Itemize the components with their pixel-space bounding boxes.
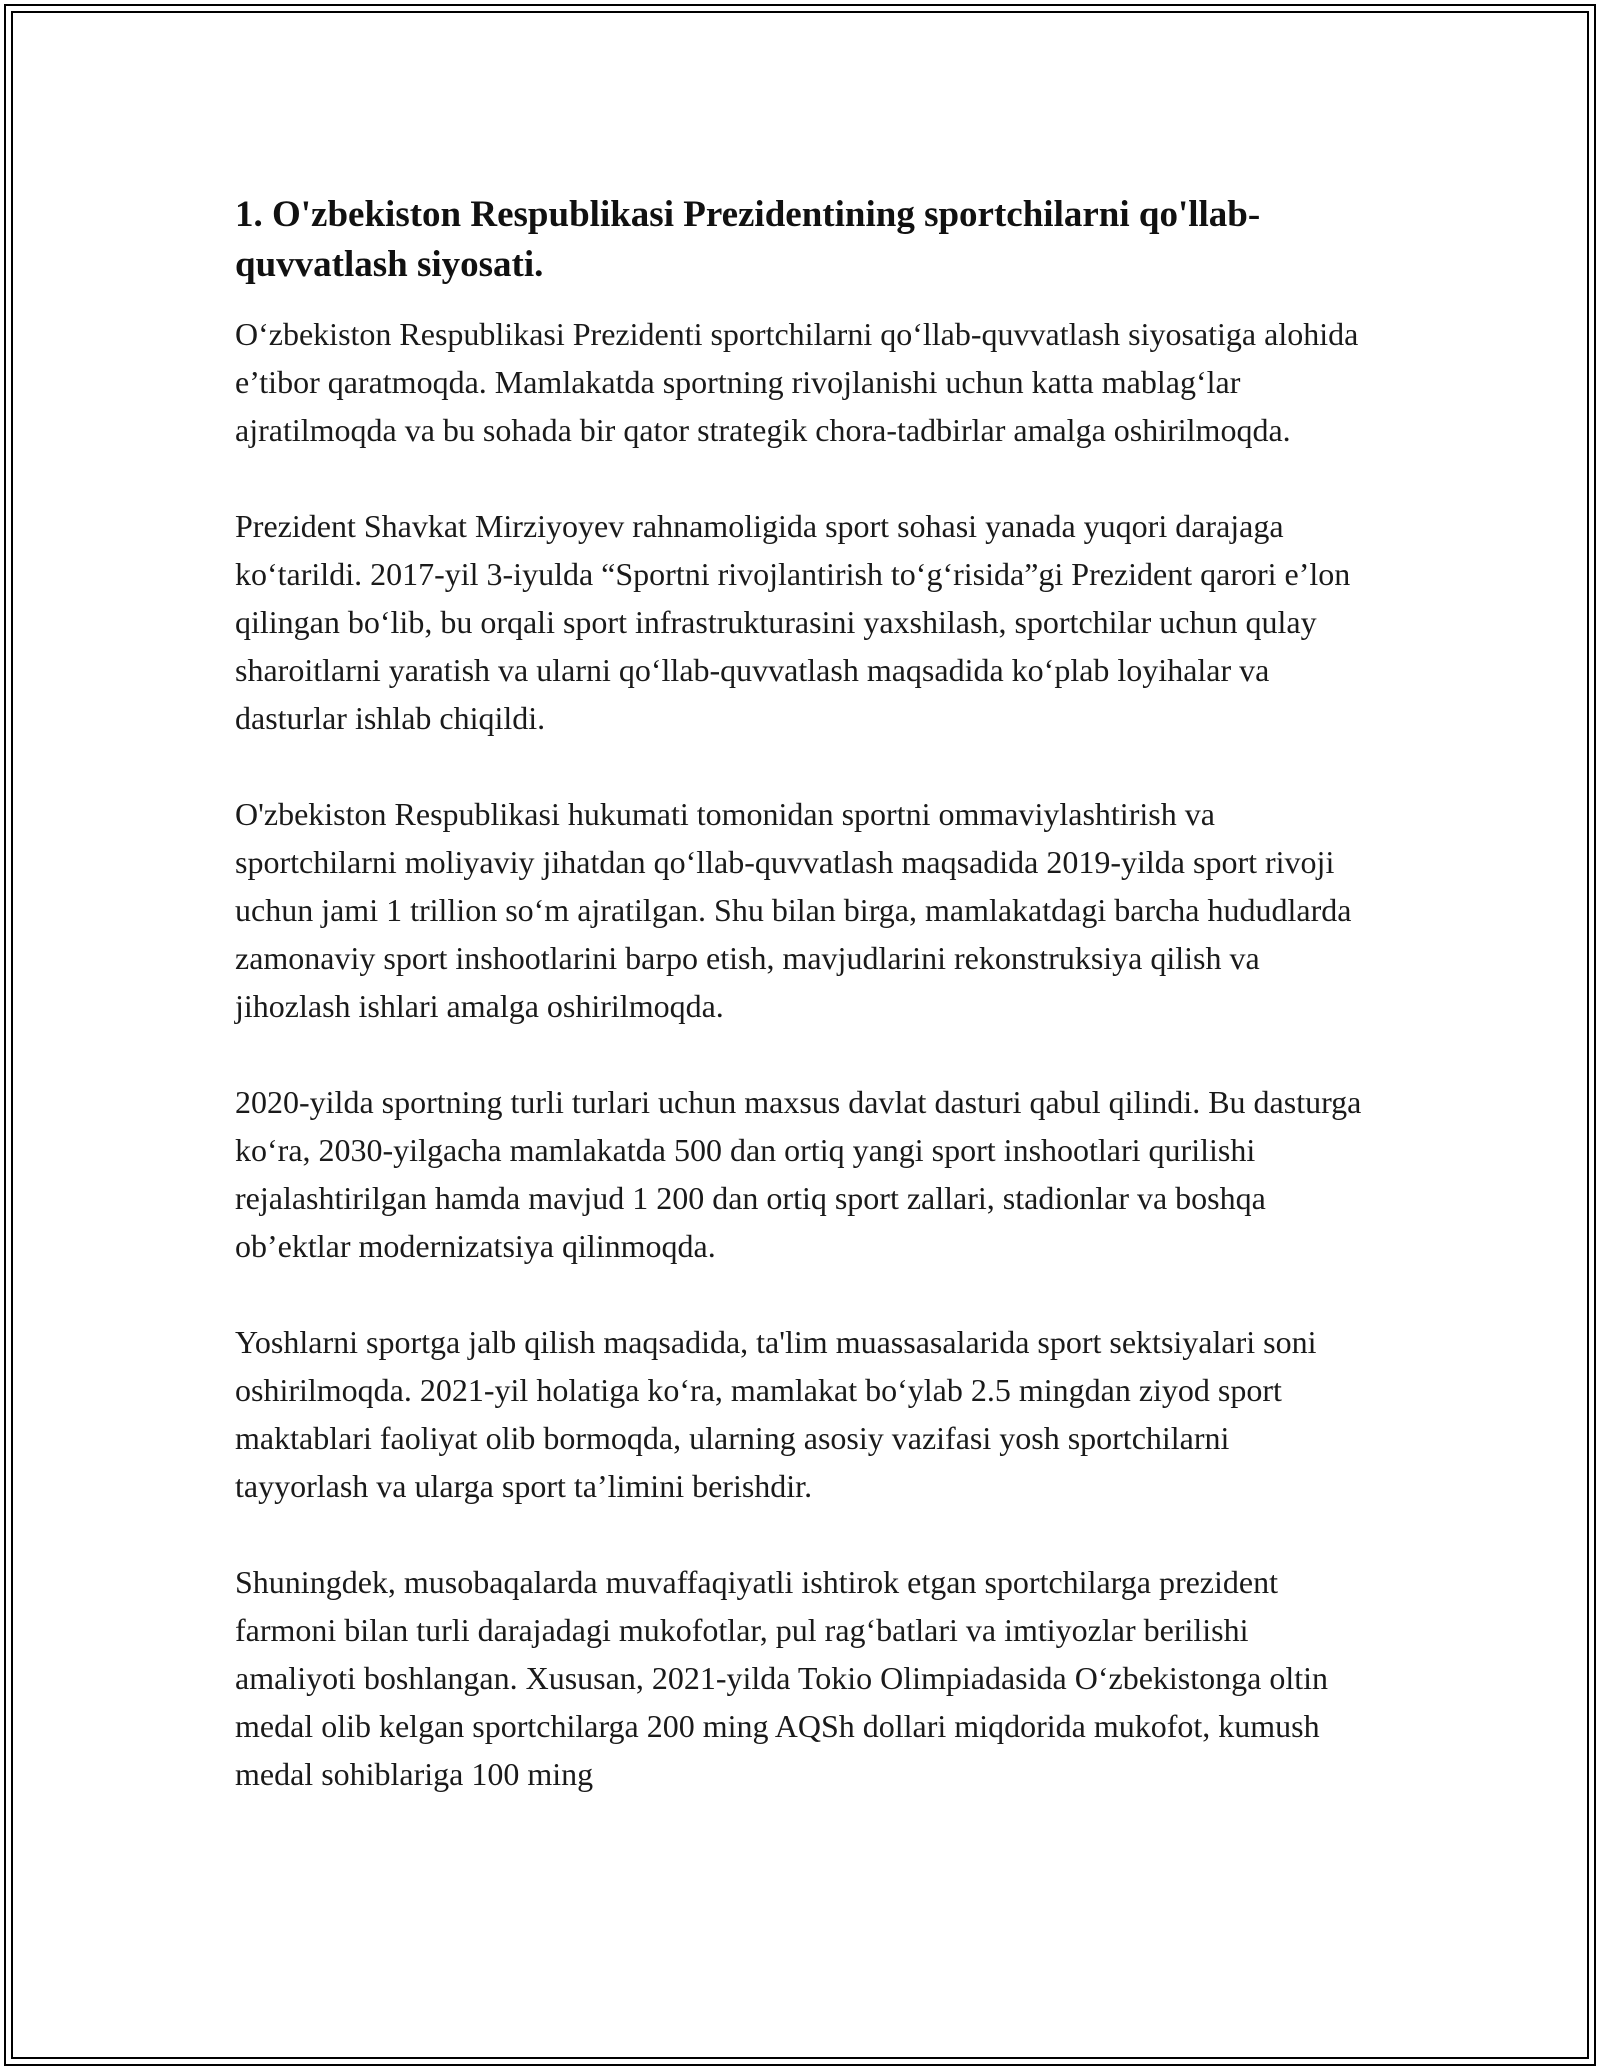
document-body: [235, 190, 1370, 1846]
paragraph-6: Shuningdek, musobaqalarda muvaffaqiyatli ishtirok etgan sportchilarga prezident farmoni bilan turli darajadagi mukofotlar, pul rag‘batlari va imtiyozlar berilishi amaliyoti boshlangan. Xususan, 2021-yilda Tokio Olimpiadasida O‘zbekistonga oltin medal olib kelgan sportchilarga 200 ming AQSh dollari miqdorida mukofot, kumush medal sohiblariga 100 ming: [235, 1564, 1328, 1792]
paragraph-2: Prezident Shavkat Mirziyoyev rahnamoligida sport sohasi yanada yuqori darajaga ko‘tarildi. 2017-yil 3-iyulda “Sportni rivojlantirish to‘g‘risida”gi Prezident qarori e’lon qilingan bo‘lib, bu orqali sport infrastrukturasini yaxshilash, sportchilar uchun qulay sharoitlarni yaratish va ularni qo‘llab-quvvatlash maqsadida ko‘plab loyihalar va dasturlar ishlab chiqildi.: [235, 508, 1351, 736]
paragraph-3: O'zbekiston Respublikasi hukumati tomonidan sportni ommaviylashtirish va sportchilarni moliyaviy jihatdan qo‘llab-quvvatlash maqsadida 2019-yilda sport rivoji uchun jami 1 trillion so‘m ajratilgan. Shu bilan birga, mamlakatdagi barcha hududlarda zamonaviy sport inshootlarini barpo etish, mavjudlarini rekonstruksiya qilish va jihozlash ishlari amalga oshirilmoqda.: [235, 796, 1352, 1024]
document-title: 1. O'zbekiston Respublikasi Prezidentining sportchilarni qo'llab-quvvatlash siyosati.: [235, 194, 1261, 285]
paragraph-5: Yoshlarni sportga jalb qilish maqsadida, ta'lim muassasalarida sport sektsiyalari soni oshirilmoqda. 2021-yil holatiga ko‘ra, mamlakat bo‘ylab 2.5 mingdan ziyod sport maktablari faoliyat olib bormoqda, ularning asosiy vazifasi yosh sportchilarni tayyorlash va ularga sport ta’limini berishdir.: [235, 1324, 1317, 1504]
paragraph-4: 2020-yilda sportning turli turlari uchun maxsus davlat dasturi qabul qilindi. Bu dasturga ko‘ra, 2030-yilgacha mamlakatda 500 dan ortiq yangi sport inshootlari qurilishi rejalashtirilgan hamda mavjud 1 200 dan ortiq sport zallari, stadionlar va boshqa ob’ektlar modernizatsiya qilinmoqda.: [235, 1084, 1362, 1264]
paragraph-1: O‘zbekiston Respublikasi Prezidenti sportchilarni qo‘llab-quvvatlash siyosatiga alohida e’tibor qaratmoqda. Mamlakatda sportning rivojlanishi uchun katta mablag‘lar ajratilmoqda va bu sohada bir qator strategik chora-tadbirlar amalga oshirilmoqda.: [235, 316, 1359, 448]
